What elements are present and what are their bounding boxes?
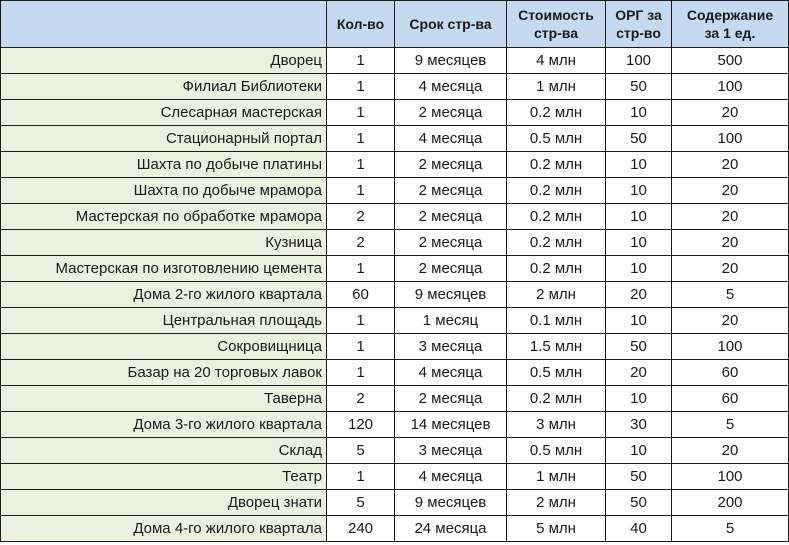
cell-build-cost[interactable]: 4 млн: [507, 48, 606, 74]
table-row: [1, 48, 789, 74]
header-quantity[interactable]: [327, 1, 395, 48]
cell-build-time[interactable]: 2 месяца: [395, 178, 507, 204]
cell-building-name[interactable]: Шахта по добыче мрамора: [1, 178, 327, 204]
table-row: [1, 516, 789, 542]
cell-build-time[interactable]: 2 месяца: [395, 152, 507, 178]
cell-quantity[interactable]: 1: [327, 464, 395, 490]
header-upkeep[interactable]: [672, 1, 789, 48]
cell-org-cost[interactable]: 10: [606, 308, 672, 334]
cell-quantity[interactable]: 1: [327, 152, 395, 178]
cell-upkeep[interactable]: 100: [672, 74, 789, 100]
table-row: [1, 464, 789, 490]
table-row: [1, 100, 789, 126]
cell-quantity[interactable]: 1: [327, 334, 395, 360]
table-row: [1, 334, 789, 360]
cell-build-cost[interactable]: 0.2 млн: [507, 230, 606, 256]
cell-org-cost[interactable]: 10: [606, 230, 672, 256]
cell-upkeep[interactable]: 5: [672, 282, 789, 308]
cell-quantity[interactable]: 2: [327, 204, 395, 230]
cell-org-cost[interactable]: 10: [606, 386, 672, 412]
cell-build-cost[interactable]: 0.2 млн: [507, 100, 606, 126]
table-row: [1, 386, 789, 412]
cell-quantity[interactable]: 5: [327, 490, 395, 516]
header-build-time[interactable]: [395, 1, 507, 48]
cell-upkeep[interactable]: 5: [672, 412, 789, 438]
cell-upkeep[interactable]: 60: [672, 386, 789, 412]
cell-quantity[interactable]: 2: [327, 230, 395, 256]
cell-upkeep[interactable]: 20: [672, 152, 789, 178]
cell-quantity[interactable]: 1: [327, 256, 395, 282]
cell-build-time[interactable]: 2 месяца: [395, 256, 507, 282]
header-label: ОРГ за: [615, 7, 662, 23]
cell-quantity[interactable]: 1: [327, 74, 395, 100]
table-row: [1, 152, 789, 178]
cell-build-cost[interactable]: 0.2 млн: [507, 204, 606, 230]
cell-quantity[interactable]: 1: [327, 178, 395, 204]
cell-quantity[interactable]: 1: [327, 360, 395, 386]
table-header: [1, 1, 789, 48]
cell-quantity[interactable]: 2: [327, 386, 395, 412]
cell-upkeep[interactable]: 100: [672, 126, 789, 152]
cell-build-cost[interactable]: 0.2 млн: [507, 386, 606, 412]
cell-build-time[interactable]: 2 месяца: [395, 230, 507, 256]
header-label: стр-во: [616, 25, 661, 41]
cell-building-name[interactable]: Мастерская по изготовлению цемента: [1, 256, 327, 282]
table-row: [1, 178, 789, 204]
cell-build-time[interactable]: 1 месяц: [395, 308, 507, 334]
cell-build-time[interactable]: 4 месяца: [395, 360, 507, 386]
cell-build-time[interactable]: 3 месяца: [395, 438, 507, 464]
table-row: [1, 438, 789, 464]
header-label: Срок стр-ва: [409, 16, 492, 32]
cell-building-name[interactable]: Базар на 20 торговых лавок: [1, 360, 327, 386]
cell-org-cost[interactable]: 10: [606, 178, 672, 204]
cell-quantity[interactable]: 240: [327, 516, 395, 542]
cell-quantity[interactable]: 1: [327, 100, 395, 126]
cell-build-cost[interactable]: 3 млн: [507, 412, 606, 438]
table-row: [1, 308, 789, 334]
header-name[interactable]: [1, 1, 327, 48]
cell-org-cost[interactable]: 100: [606, 48, 672, 74]
header-row: [1, 1, 789, 48]
cell-quantity[interactable]: 1: [327, 126, 395, 152]
cell-building-name[interactable]: Сокровищница: [1, 334, 327, 360]
cell-build-time[interactable]: 9 месяцев: [395, 490, 507, 516]
cell-org-cost[interactable]: 50: [606, 334, 672, 360]
cell-build-cost[interactable]: 2 млн: [507, 490, 606, 516]
cell-upkeep[interactable]: 5: [672, 516, 789, 542]
cell-build-time[interactable]: 24 месяца: [395, 516, 507, 542]
cell-org-cost[interactable]: 50: [606, 126, 672, 152]
cell-upkeep[interactable]: 200: [672, 490, 789, 516]
cell-building-name[interactable]: Дома 2-го жилого квартала: [1, 282, 327, 308]
header-build-cost[interactable]: [507, 1, 606, 48]
cell-building-name[interactable]: Мастерская по обработке мрамора: [1, 204, 327, 230]
cell-build-cost[interactable]: 0.2 млн: [507, 152, 606, 178]
cell-org-cost[interactable]: 10: [606, 100, 672, 126]
cell-upkeep[interactable]: 20: [672, 100, 789, 126]
cell-quantity[interactable]: 120: [327, 412, 395, 438]
table-row: [1, 282, 789, 308]
table-row: [1, 230, 789, 256]
cell-build-time[interactable]: 4 месяца: [395, 464, 507, 490]
header-label: Содержание: [686, 7, 774, 23]
cell-build-time[interactable]: 9 месяцев: [395, 282, 507, 308]
header-label: за 1 ед.: [704, 25, 756, 41]
cell-building-name[interactable]: Таверна: [1, 386, 327, 412]
table-row: [1, 490, 789, 516]
cell-quantity[interactable]: 1: [327, 308, 395, 334]
cell-build-time[interactable]: 9 месяцев: [395, 48, 507, 74]
cell-building-name[interactable]: Театр: [1, 464, 327, 490]
cell-build-time[interactable]: 2 месяца: [395, 386, 507, 412]
cell-upkeep[interactable]: 100: [672, 334, 789, 360]
cell-upkeep[interactable]: 20: [672, 204, 789, 230]
cell-org-cost[interactable]: 10: [606, 438, 672, 464]
cell-building-name[interactable]: Дворец знати: [1, 490, 327, 516]
cell-org-cost[interactable]: 20: [606, 360, 672, 386]
cell-upkeep[interactable]: 20: [672, 308, 789, 334]
cell-build-time[interactable]: 4 месяца: [395, 74, 507, 100]
table-row: [1, 256, 789, 282]
cell-build-time[interactable]: 2 месяца: [395, 100, 507, 126]
cell-building-name[interactable]: Стационарный портал: [1, 126, 327, 152]
cell-upkeep[interactable]: 60: [672, 360, 789, 386]
cell-building-name[interactable]: Дворец: [1, 48, 327, 74]
cell-org-cost[interactable]: 50: [606, 490, 672, 516]
table-row: [1, 204, 789, 230]
cell-building-name[interactable]: Слесарная мастерская: [1, 100, 327, 126]
cell-upkeep[interactable]: 100: [672, 464, 789, 490]
cell-building-name[interactable]: Дома 4-го жилого квартала: [1, 516, 327, 542]
header-org-cost[interactable]: [606, 1, 672, 48]
cell-upkeep[interactable]: 20: [672, 230, 789, 256]
cell-org-cost[interactable]: 50: [606, 74, 672, 100]
cell-org-cost[interactable]: 40: [606, 516, 672, 542]
cell-org-cost[interactable]: 30: [606, 412, 672, 438]
cell-building-name[interactable]: Дома 3-го жилого квартала: [1, 412, 327, 438]
cell-org-cost[interactable]: 50: [606, 464, 672, 490]
table-row: [1, 412, 789, 438]
cell-upkeep[interactable]: 20: [672, 438, 789, 464]
cell-build-cost[interactable]: 5 млн: [507, 516, 606, 542]
header-label: Стоимость: [518, 7, 594, 23]
cell-org-cost[interactable]: 10: [606, 204, 672, 230]
cell-building-name[interactable]: Кузница: [1, 230, 327, 256]
cell-build-time[interactable]: 4 месяца: [395, 126, 507, 152]
table-row: [1, 360, 789, 386]
cell-building-name[interactable]: Склад: [1, 438, 327, 464]
cell-build-cost[interactable]: 2 млн: [507, 282, 606, 308]
table-row: [1, 126, 789, 152]
cell-quantity[interactable]: 1: [327, 48, 395, 74]
cell-build-cost[interactable]: 0.5 млн: [507, 126, 606, 152]
header-label: Кол-во: [336, 16, 385, 32]
cell-org-cost[interactable]: 10: [606, 152, 672, 178]
cell-build-cost[interactable]: 0.2 млн: [507, 256, 606, 282]
cell-org-cost[interactable]: 10: [606, 256, 672, 282]
cell-build-cost[interactable]: 0.2 млн: [507, 178, 606, 204]
table-body: [1, 48, 789, 542]
cell-build-cost[interactable]: 1 млн: [507, 464, 606, 490]
cell-build-time[interactable]: 3 месяца: [395, 334, 507, 360]
cell-org-cost[interactable]: 20: [606, 282, 672, 308]
header-label: стр-ва: [533, 25, 579, 41]
cell-upkeep[interactable]: 20: [672, 178, 789, 204]
cell-build-time[interactable]: 2 месяца: [395, 204, 507, 230]
cell-quantity[interactable]: 60: [327, 282, 395, 308]
cell-build-cost[interactable]: 1 млн: [507, 74, 606, 100]
cell-build-cost[interactable]: 0.5 млн: [507, 438, 606, 464]
cell-build-cost[interactable]: 1.5 млн: [507, 334, 606, 360]
cell-building-name[interactable]: Шахта по добыче платины: [1, 152, 327, 178]
cell-building-name[interactable]: Филиал Библиотеки: [1, 74, 327, 100]
table-row: [1, 74, 789, 100]
cell-build-cost[interactable]: 0.1 млн: [507, 308, 606, 334]
cell-quantity[interactable]: 5: [327, 438, 395, 464]
cell-build-time[interactable]: 14 месяцев: [395, 412, 507, 438]
cell-building-name[interactable]: Центральная площадь: [1, 308, 327, 334]
cell-upkeep[interactable]: 500: [672, 48, 789, 74]
cell-build-cost[interactable]: 0.5 млн: [507, 360, 606, 386]
cell-upkeep[interactable]: 20: [672, 256, 789, 282]
